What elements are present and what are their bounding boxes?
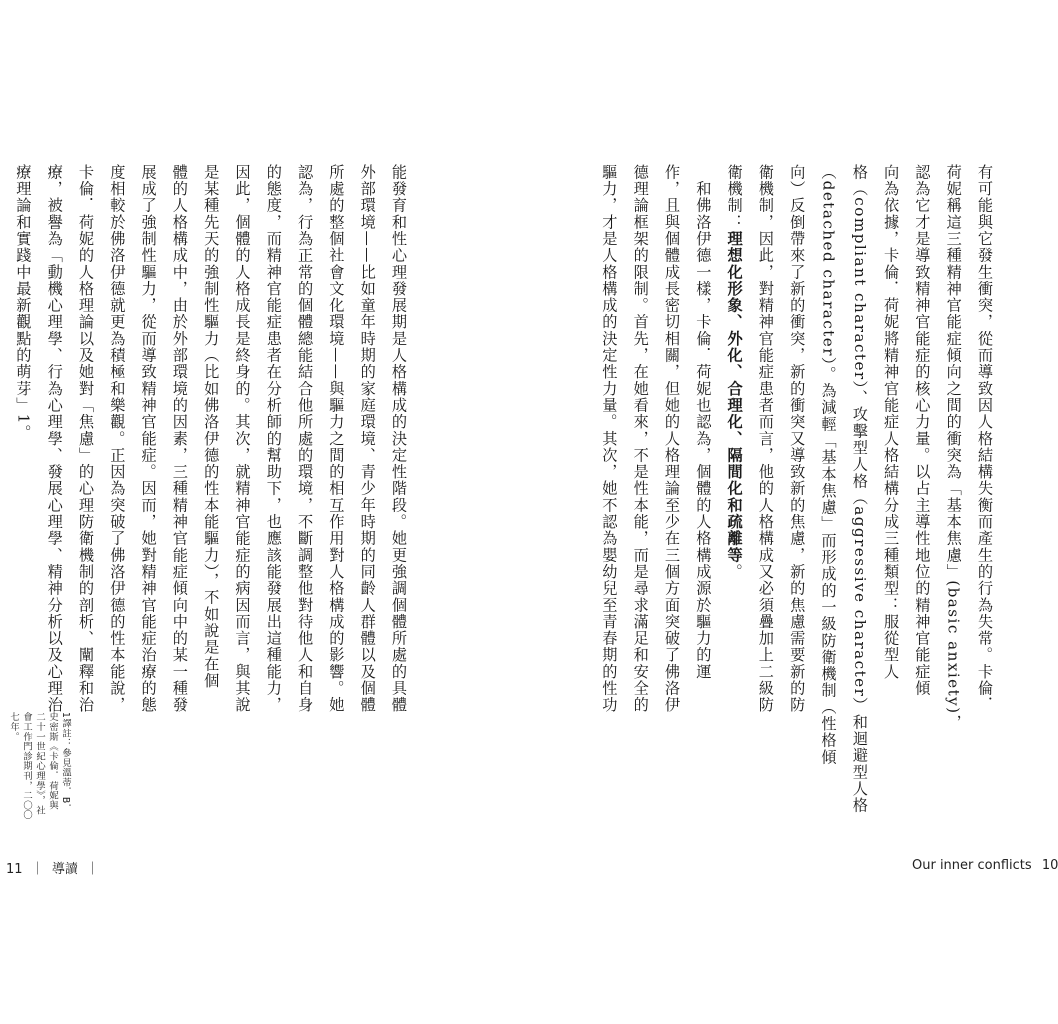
column-text: 衛機制：: [725, 164, 744, 231]
right-page-text-column: 荷妮稱這三種精神官能症傾向之間的衝突為「基本焦慮」(basic anxiety)，: [944, 164, 963, 732]
right-page-text-column: 認為它才是導致精神官能症的核心力量。以占主導性地位的精神官能症傾: [913, 164, 932, 697]
right-page-text-column: 作，且與個體成長密切相關，但她的人格理論至少在三個方面突破了佛洛伊: [663, 164, 681, 714]
right-page-text-column: 衛機制，因此，對精神官能症患者而言，他的人格構成又必須疊加上二級防: [756, 164, 775, 714]
section-title: 導讀: [51, 862, 78, 877]
footnote-line: 會工作門診期刊，二〇〇: [21, 712, 32, 820]
footnote: [0, 712, 72, 832]
left-page-text-column: 療理論和實踐中最新觀點的萌芽」1。: [14, 164, 33, 442]
right-page-text-column: 向為依據，卡倫．荷妮將精神官能症人格結構分成三種類型：服從型人: [882, 164, 901, 681]
page-number-left: 11: [6, 862, 23, 877]
right-folio: [912, 858, 1058, 873]
left-page-text-column: 療，被譽為「動機心理學、行為心理學、發展心理學、精神分析以及心理治: [45, 164, 64, 714]
left-page-text-column: 所處的整個社會文化環境——與驅力之間的相互作用對人格構成的影響。她: [327, 164, 346, 714]
right-page-text-column: 德理論框架的限制。首先，在她看來，不是性本能，而是尋求滿足和安全的: [631, 164, 650, 714]
right-page-text-column: [726, 164, 742, 704]
right-page-text-column: （detached character）。為減輕「基本焦慮」而形成的一級防衛機制（性格傾: [819, 164, 838, 766]
book-title: Our inner conflicts: [912, 858, 1032, 873]
footnote-line: 二十一世紀心理學》，社: [34, 712, 45, 816]
right-page-text-column: 向）反倒帶來了新的衝突，新的衝突又導致新的焦慮，新的焦慮需要新的防: [788, 164, 807, 714]
footnote-line: 七年。: [8, 712, 19, 742]
left-page-text-column: 能發育和性心理發展期是人格構成的決定性階段。她更強調個體所處的具體: [390, 164, 408, 714]
page-number-right: 10: [1041, 858, 1058, 873]
footnote-line: 史密斯《卡倫．荷妮與: [47, 712, 58, 810]
right-page-text-column: 驅力，才是人格構成的決定性力量。其次，她不認為嬰幼兒至青春期的性功: [600, 164, 619, 714]
left-folio: 11 ｜ 導讀 ｜: [6, 862, 100, 877]
left-page-text-column: 外部環境——比如童年時期的家庭環境、青少年時期的同齡人群體以及個體: [358, 164, 377, 714]
left-page-text-column: 是某種先天的強制性驅力（比如佛洛伊德的性本能驅力），不如說是在個: [202, 164, 221, 690]
left-page-text-column: 卡倫．荷妮的人格理論以及她對「焦慮」的心理防衛機制的剖析、闡釋和治: [77, 164, 95, 714]
emphasized-text: 理想化形象、外化、合理化、隔間化和疏離等: [725, 230, 744, 564]
column-text: 。: [725, 563, 744, 581]
right-page-text-column: 有可能與它發生衝突，從而導致因人格結構失衡而產生的行為失常。卡倫．: [976, 164, 994, 714]
left-page-text-column: 因此，個體的人格成長是終身的。其次，就精神官能症的病因而言，與其說: [233, 164, 252, 714]
left-page-text-column: 體的人格構成中，由於外部環境的因素，三種精神官能症傾向中的某一種發: [170, 164, 189, 714]
left-page-text-column: 展成了強制性驅力，從而導致精神官能症。因而，她對精神官能症治療的態: [139, 164, 158, 714]
left-page-text-column: 認為，行為正常的個體總能結合他所處的環境，不斷調整他對待他人和自身: [296, 164, 315, 714]
footnote-line: 1譯註：參見溫蒂．B．: [60, 712, 71, 814]
left-page-text-column: 的態度，而精神官能症患者在分析師的幫助下，也應該能發展出這種能力，: [264, 164, 283, 714]
right-page-text-column: 格（compliant character）、攻擊型人格（aggressive character）和迴避型人格: [850, 164, 869, 814]
right-page-text-column: 和佛洛伊德一樣，卡倫．荷妮也認為，個體的人格構成源於驅力的運: [694, 164, 713, 681]
left-page-text-column: 度相較於佛洛伊德就更為積極和樂觀。正因為突破了佛洛伊德的性本能說，: [108, 164, 127, 714]
